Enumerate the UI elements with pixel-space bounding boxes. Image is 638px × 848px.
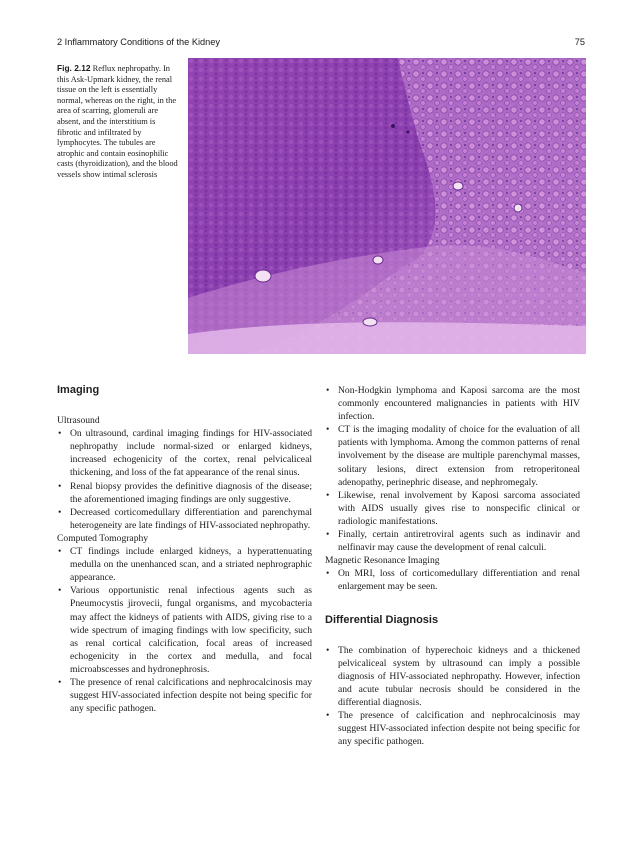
list-item: • CT is the imaging modality of choice for the evaluation of all patients with lymphoma. Among the common patterns of renal involvement by the disease are multiple parenchymal masses, solitary lesions, direct extension from retroperitoneal adenopathy, perinephric disease, and nephromegaly. (325, 423, 580, 488)
running-header (57, 37, 585, 51)
list-item: • On MRI, loss of corticomedullary differentiation and renal enlargement may be seen. (325, 567, 580, 593)
list-item: • Likewise, renal involvement by Kaposi sarcoma associated with AIDS usually gives rise to nonspecific clinical or radiologic manifestations. (325, 489, 580, 528)
list-item: • Decreased corticomedullary differentiation and parenchymal heterogeneity are late findings of HIV-associated nephropathy. (57, 506, 312, 532)
differential-list (325, 644, 580, 749)
list-item: • Finally, certain antiretroviral agents such as indinavir and nelfinavir may cause the development of renal calculi. (325, 528, 580, 554)
list-item: • The presence of renal calcifications and nephrocalcinosis may suggest HIV-associated infection despite not being specific for any specific pathogen. (57, 676, 312, 715)
list-item: • Non-Hodgkin lymphoma and Kaposi sarcoma are the most commonly encountered malignancies in patients with HIV infection. (325, 384, 580, 423)
subheading-ultrasound: Ultrasound (57, 415, 100, 427)
subheading-mri: Magnetic Resonance Imaging (325, 555, 440, 567)
page-number: 75 (574, 37, 585, 47)
figure-caption-text: Reflux nephropathy. In this Ask-Upmark kidney, the renal tissue on the left is essentially normal, whereas on the right, in the area of scarring, glomeruli are absent, and the interstitium is fibrotic and infiltrated by lymphocytes. The tubules are atrophic and contain eosinophilic casts (thyroidization), and the blood vessels show intimal sclerosis (57, 64, 178, 179)
ultrasound-list (57, 427, 312, 532)
figure-label: Fig. 2.12 (57, 63, 91, 73)
list-item: • The presence of calcification and nephrocalcinosis may suggest HIV-associated infection despite not being specific for any specific pathogen. (325, 709, 580, 748)
list-item: • Renal biopsy provides the definitive diagnosis of the disease; the aforementioned imaging findings are only suggestive. (57, 480, 312, 506)
subheading-computed-tomography: Computed Tomography (57, 532, 149, 544)
list-item: • Various opportunistic renal infectious agents such as Pneumocystis jirovecii, fungal organisms, and mycobacteria may affect the kidneys of patients with AIDS, giving rise to a wide spectrum of imaging findings with low specificity, such as renal cortical calcification, focal areas of increased echogenicity in the cortex and medulla, and focal microabscesses and hydronephrosis. (57, 584, 312, 676)
mri-list (325, 567, 580, 593)
list-item: • CT findings include enlarged kidneys, a hyperattenuating medulla on the unenhanced scan, and a striated nephrographic appearance. (57, 545, 312, 584)
list-item: • On ultrasound, cardinal imaging findings for HIV-associated nephropathy include normal-sized or enlarged kidneys, increased echogenicity of the cortex, renal pelvicaliceal thickening, and loss of the fat appearance of the renal sinus. (57, 427, 312, 479)
figure-caption (57, 63, 182, 181)
histology-micrograph (188, 58, 586, 354)
section-title-differential-diagnosis: Differential Diagnosis (325, 613, 439, 626)
list-item: • The combination of hyperechoic kidneys and a thickened pelvicaliceal system by ultrasound can imply a possible diagnosis of HIV-associated nephropathy. However, infection and acute tubular necrosis should be considered in the differential diagnosis. (325, 644, 580, 709)
ct-list (57, 545, 312, 715)
chapter-title: 2 Inflammatory Conditions of the Kidney (57, 37, 220, 47)
ct-continued-list (325, 384, 580, 554)
right-text-column (325, 384, 580, 748)
left-text-column (57, 384, 312, 715)
section-title-imaging: Imaging (57, 384, 100, 396)
